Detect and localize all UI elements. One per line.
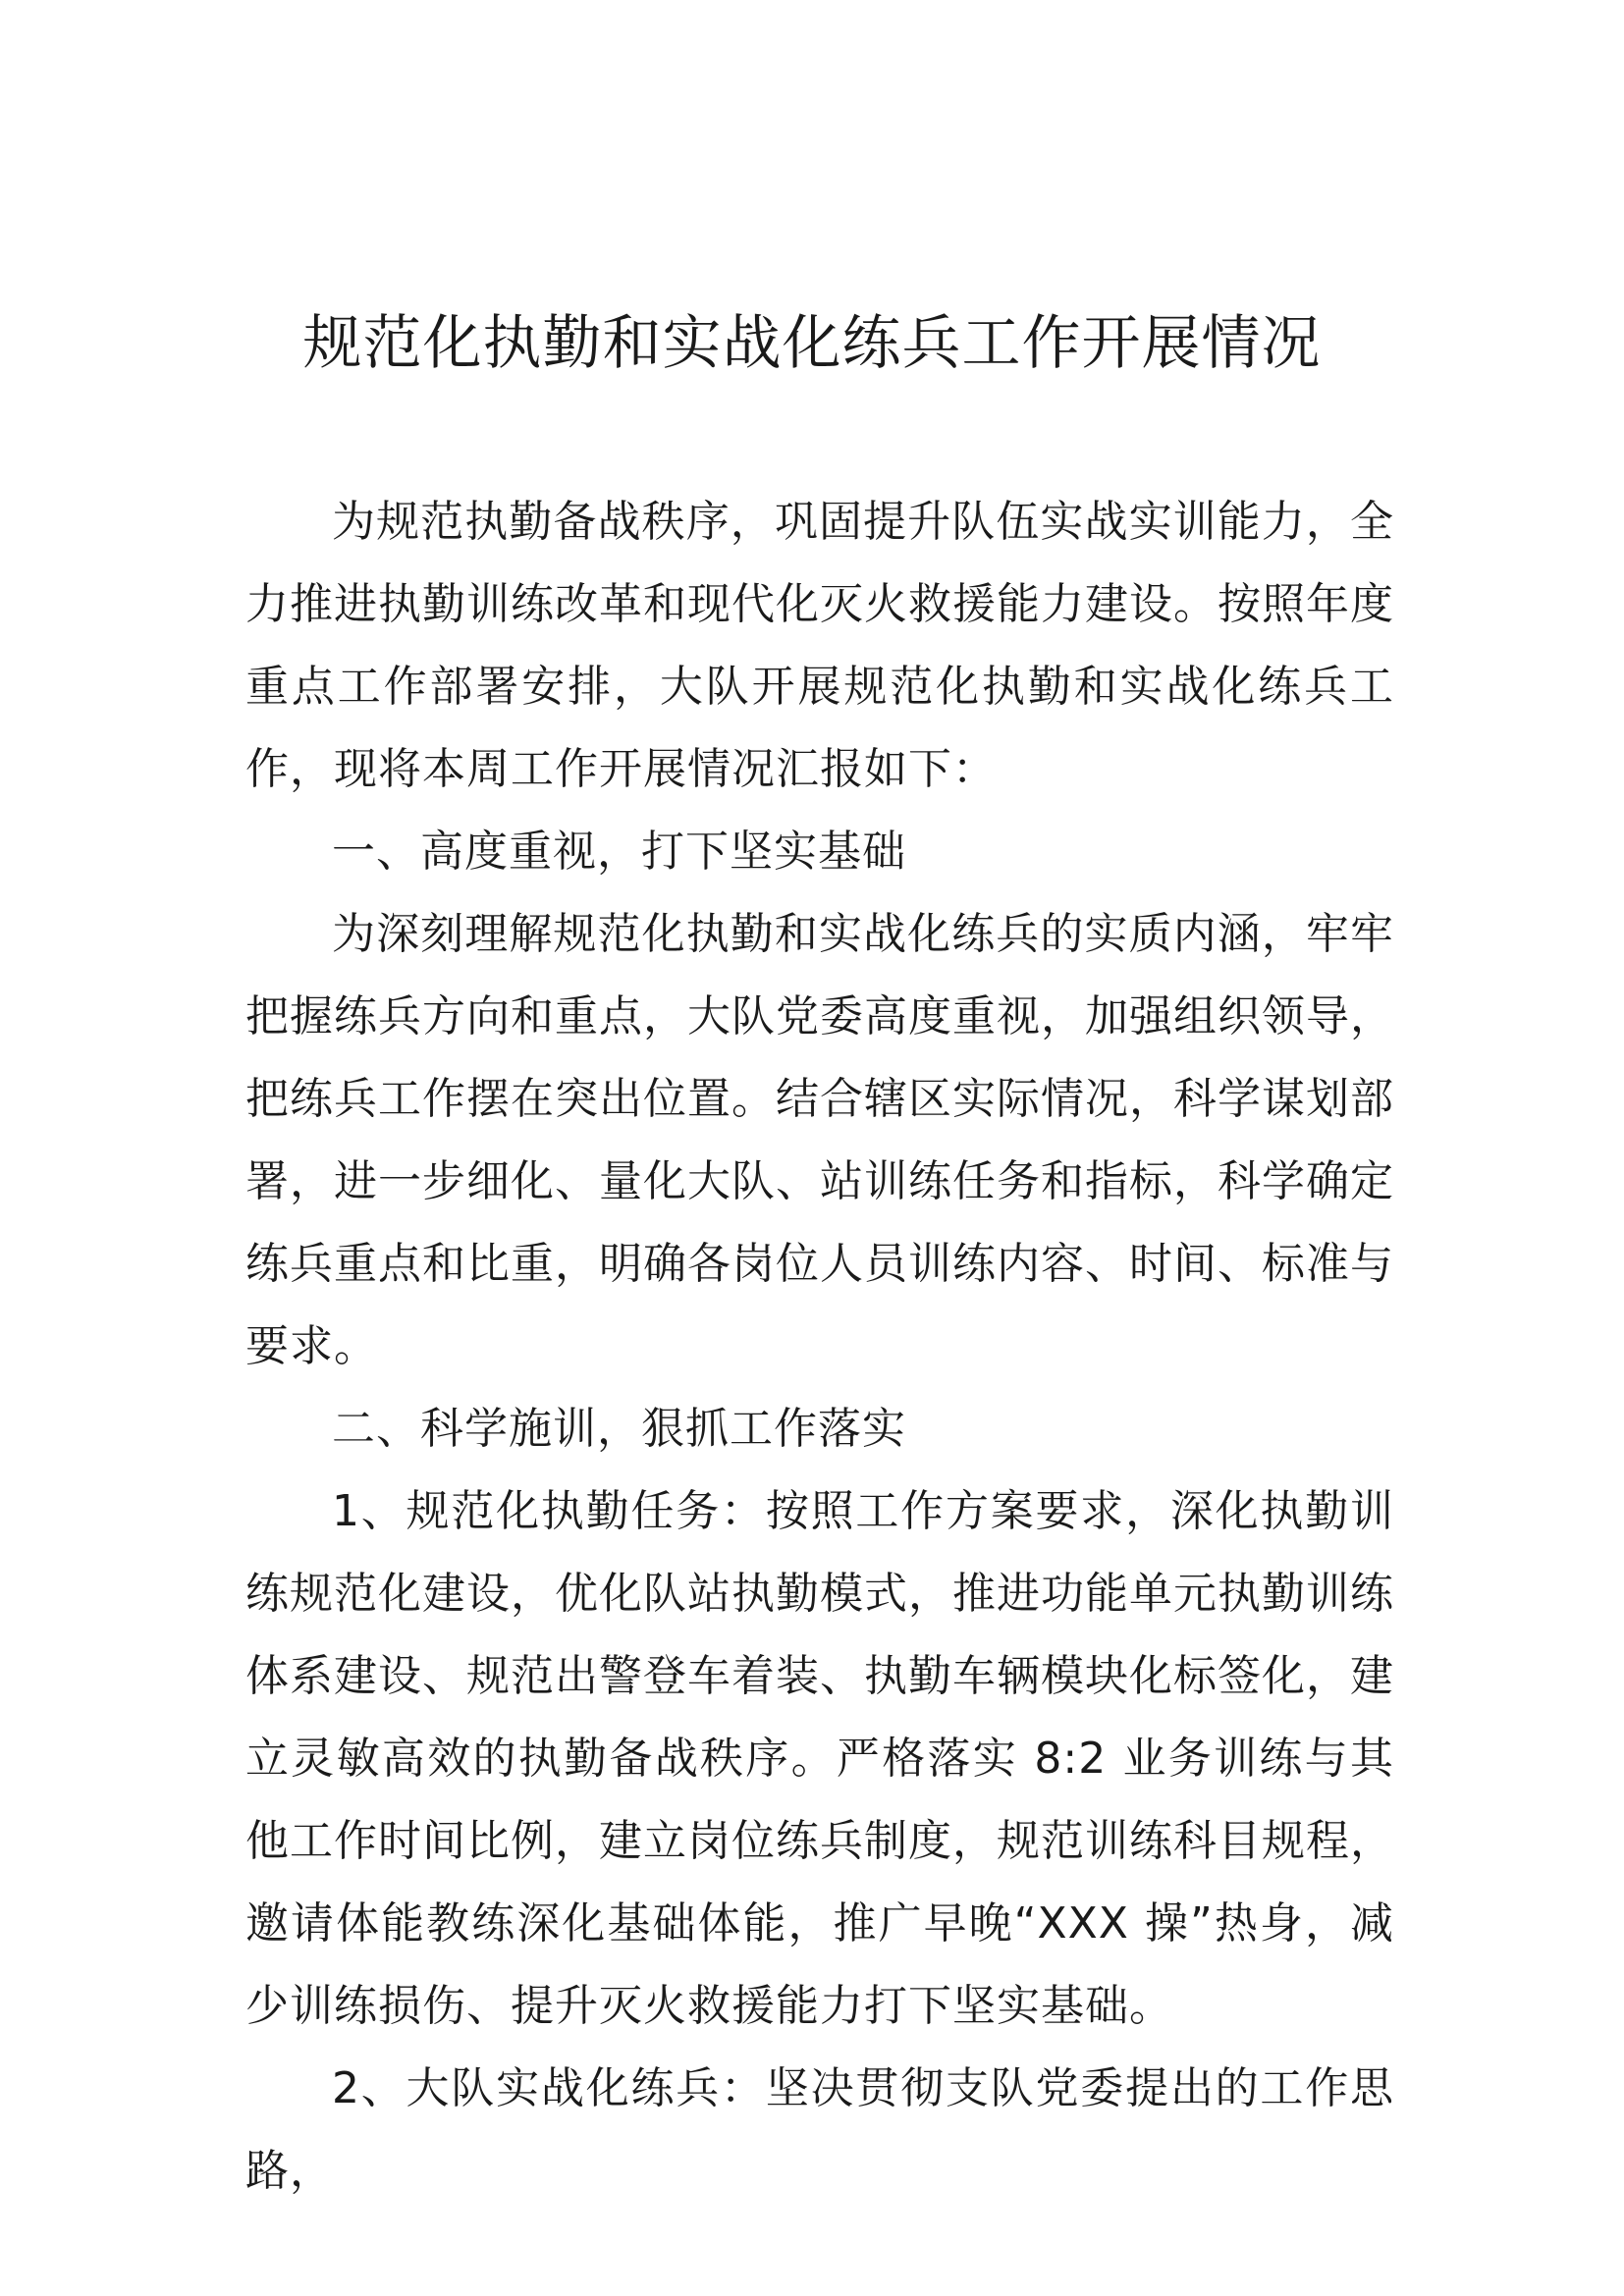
intro-paragraph: 为规范执勤备战秩序，巩固提升队伍实战实训能力，全力推进执勤训练改革和现代化灭火救援能力建设。按照年度重点工作部署安排，大队开展规范化执勤和实战化练兵工作，现将本周工作开展情况汇报如下： — [245, 497, 1394, 794]
document-title: 规范化执勤和实战化练兵工作开展情况 — [302, 309, 1322, 378]
section-1-paragraph: 为深刻理解规范化执勤和实战化练兵的实质内涵，牢牢把握练兵方向和重点，大队党委高度重视，加强组织领导，把练兵工作摆在突出位置。结合辖区实际情况，科学谋划部署，进一步细化、量化大队、站训练任务和指标，科学确定练兵重点和比重，明确各岗位人员训练内容、时间、标准与要求。 — [245, 909, 1394, 1371]
item-2-paragraph: 2、大队实战化练兵：坚决贯彻支队党委提出的工作思路， — [245, 2063, 1394, 2196]
document-body — [245, 481, 1394, 2213]
section-2-heading: 二、科学施训，狠抓工作落实 — [332, 1404, 906, 1454]
item-1-paragraph: 1、规范化执勤任务：按照工作方案要求，深化执勤训练规范化建设，优化队站执勤模式，推进功能单元执勤训练体系建设、规范出警登车着装、执勤车辆模块化标签化，建立灵敏高效的执勤备战秩序。严格落实 8:2 业务训练与其他工作时间比例，建立岗位练兵制度，规范训练科目规程，邀请体能教练深化基础体能，推广早晚“XXX 操”热身，减少训练损伤、提升灭火救援能力打下坚实基础。 — [245, 1486, 1394, 2031]
section-1-heading: 一、高度重视，打下坚实基础 — [332, 827, 906, 877]
